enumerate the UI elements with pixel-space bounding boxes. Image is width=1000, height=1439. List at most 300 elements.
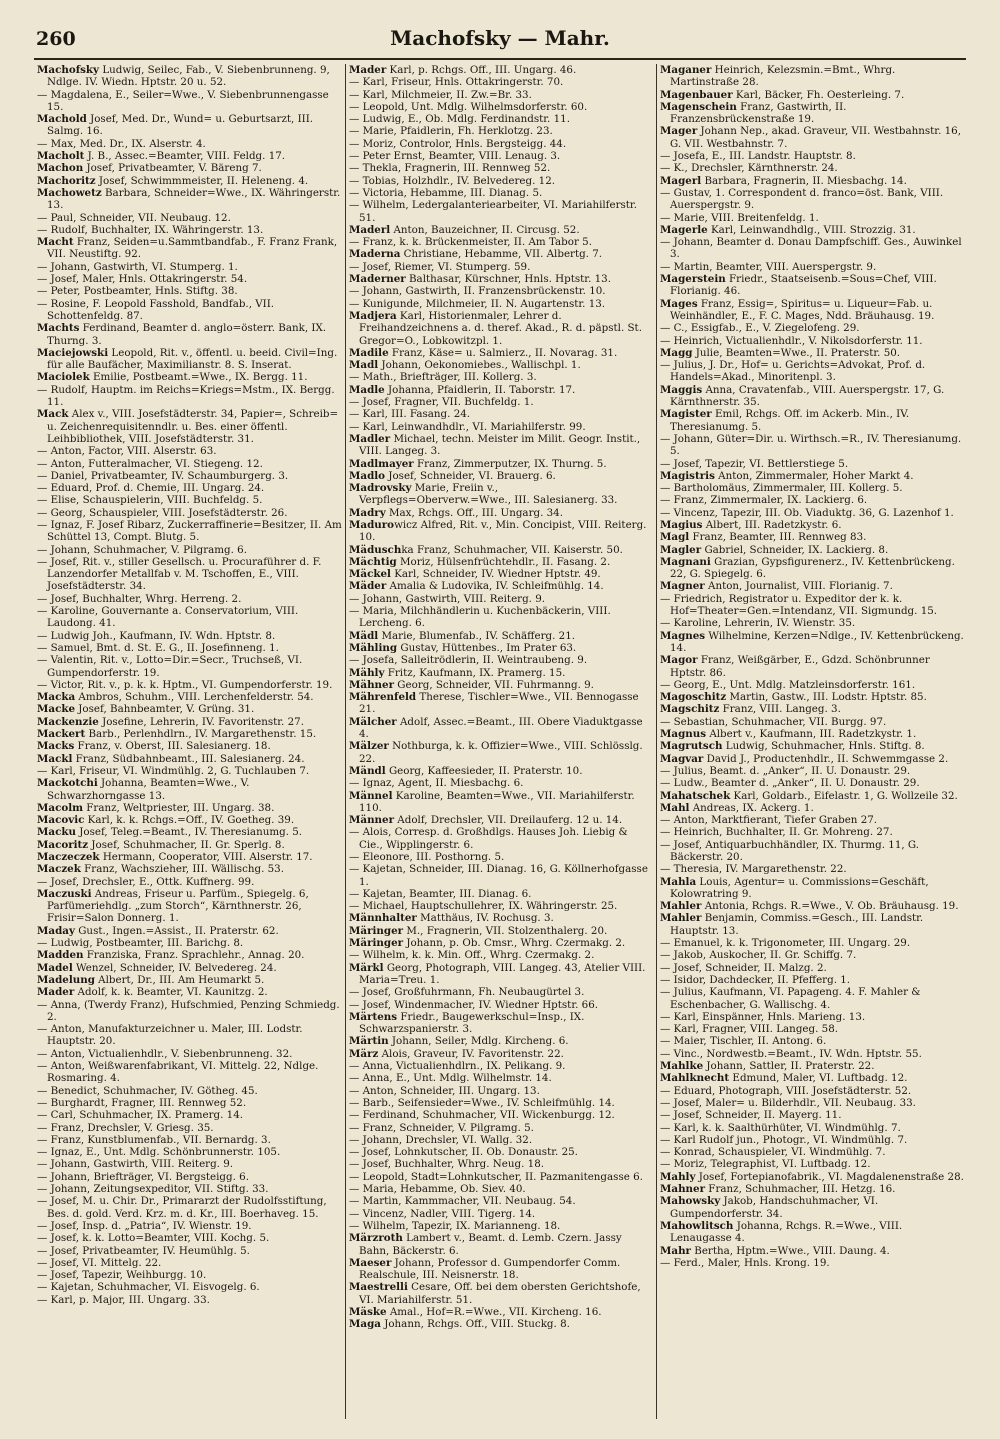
directory-entry	[660, 470, 964, 482]
entry-surname: Mäckel	[349, 568, 391, 581]
entry-details: — Martin, Kammmacher, VII. Neubaug. 54.	[349, 1195, 576, 1208]
entry-details: — Anton, Manufakturzeichner u. Maler, III. Lodstr. Hauptstr. 20.	[37, 1023, 303, 1048]
directory-entry	[660, 212, 964, 224]
entry-details: — Anton, Marktfierant, Tiefer Graben 27.	[660, 814, 878, 827]
entry-details: Amalia & Ludovika, IV. Schleifmühlg. 14.	[386, 580, 604, 593]
directory-entry	[660, 458, 964, 470]
directory-entry	[660, 494, 964, 506]
entry-surname: Mälzer	[349, 740, 389, 753]
entry-details: — Eduard, Prof. d. Chemie, III. Ungarg. 24.	[37, 482, 265, 495]
directory-entry	[349, 765, 653, 777]
directory-entry	[349, 1257, 653, 1282]
directory-entry	[349, 544, 653, 556]
entry-surname: Maganer	[660, 64, 712, 76]
entry-surname: Magius	[660, 518, 703, 531]
directory-entry	[349, 937, 653, 949]
entry-details: — Thekla, Fragnerin, III. Rennweg 52.	[349, 162, 551, 175]
directory-entry	[349, 925, 653, 937]
entry-details: — Karl, Friseur, VI. Windmühlg. 2, G. Tuchlauben 7.	[37, 764, 310, 777]
directory-entry	[37, 962, 342, 974]
directory-entry	[660, 322, 964, 334]
directory-entry	[660, 1195, 964, 1220]
entry-details: Jakob, Handschuhmacher, VI. Gumpendorferstr. 34.	[670, 1195, 879, 1220]
entry-details: Franz, Käse= u. Salmierz., II. Novarag. 31.	[388, 346, 618, 359]
directory-entry	[349, 1097, 653, 1109]
entry-surname: Märzroth	[349, 1232, 403, 1245]
entry-details: Max, Rchgs. Off., III. Ungarg. 34.	[385, 506, 564, 519]
directory-entry	[37, 716, 342, 728]
entry-surname: Mahr	[660, 1244, 691, 1257]
directory-entry	[349, 175, 653, 187]
directory-entry	[349, 814, 653, 826]
entry-details: Ferdinand, Beamter d. anglo=österr. Bank, IX. Thurng. 3.	[47, 322, 327, 347]
entry-surname: Magnes	[660, 629, 706, 642]
entry-details: — Karl, Friseur, Hnls. Ottakringerstr. 70.	[349, 76, 564, 89]
entry-surname: Mahatschek	[660, 789, 731, 802]
directory-entry	[37, 445, 342, 457]
directory-entry	[660, 740, 964, 752]
entry-surname: Mackert	[37, 728, 86, 741]
entry-surname: Maeser	[349, 1256, 392, 1269]
directory-entry	[349, 433, 653, 458]
entry-details: — Josef, Lohnkutscher, II. Ob. Donaustr. 25.	[349, 1146, 578, 1159]
directory-entry	[660, 703, 964, 715]
entry-surname: Machowetz	[37, 186, 102, 199]
entry-details: Josefine, Lehrerin, IV. Favoritenstr. 27.	[98, 715, 304, 728]
entry-surname: Madel	[37, 961, 73, 974]
directory-entry	[349, 1011, 653, 1036]
entry-surname: Magister	[660, 408, 712, 421]
entry-surname: Mächtig	[349, 555, 397, 568]
directory-entry	[660, 101, 964, 126]
entry-details: Franz, Schuhmacher, III. Hetzg. 16.	[705, 1183, 896, 1196]
entry-details: — Josef, Riemer, VI. Stumperg. 59.	[349, 260, 531, 273]
entry-details: — Anton, Victualienhdlr., V. Siebenbrunneng. 32.	[37, 1047, 293, 1060]
entry-surname: Magnus	[660, 728, 707, 741]
entry-details: — Josef, Insp. d. „Patria“, IV. Wienstr. 19.	[37, 1219, 252, 1232]
entry-details: Edmund, Maler, VI. Luftbadg. 12.	[729, 1072, 908, 1085]
entry-details: Hermann, Cooperator, VIII. Alserstr. 17.	[99, 851, 313, 863]
entry-details: — Georg, Schauspieler, VIII. Josefstädterstr. 26.	[37, 506, 288, 519]
directory-entry	[660, 679, 964, 691]
entry-details: Josef, Schwimmmeister, II. Heleneng. 4.	[95, 174, 309, 187]
entry-details: — Vincenz, Tapezir, III. Ob. Viaduktg. 36, G. Lazenhof 1.	[660, 506, 954, 519]
directory-entry	[37, 888, 342, 925]
entry-details: — Friedrich, Registrator u. Expeditor der k. k. Hof=Theater=Gen.=Intendanz, VII. Sigmundg. 15.	[660, 592, 938, 618]
entry-details: Marie, Blumenfab., IV. Schäfferg. 21.	[378, 629, 576, 642]
entry-surname: Märkl	[349, 961, 384, 974]
entry-details: Johann, p. Ob. Cmsr., Whrg. Czermakg. 2.	[403, 937, 626, 950]
entry-details: — Max, Med. Dr., IX. Alserstr. 4.	[37, 137, 206, 150]
entry-details: — Ludwig, Postbeamter, III. Barichg. 8.	[37, 937, 244, 950]
directory-entry	[349, 162, 653, 174]
directory-entry	[37, 826, 342, 838]
entry-surname: Macoritz	[37, 838, 89, 851]
directory-entry	[660, 765, 964, 777]
entry-surname: Maga	[349, 1318, 381, 1331]
directory-entry	[37, 654, 342, 679]
directory-entry	[660, 1134, 964, 1146]
directory-entry	[660, 1146, 964, 1158]
entry-details: — Elise, Schauspielerin, VIII. Buchfeldg. 5.	[37, 494, 263, 507]
directory-entry	[37, 89, 342, 114]
directory-entry	[37, 298, 342, 323]
directory-entry	[660, 986, 964, 1011]
entry-surname: Märinger	[349, 924, 404, 937]
entry-details: — Valentin, Rit. v., Lotto=Dir.=Secr., Truchseß, VI. Gumpendorferstr. 19.	[37, 654, 303, 679]
directory-entry	[349, 986, 653, 998]
entry-details: Barbara, Schneider=Wwe., IX. Währingerstr. 13.	[47, 186, 341, 212]
directory-entry	[37, 347, 342, 372]
directory-entry	[349, 900, 653, 912]
directory-entry	[37, 150, 342, 162]
entry-surname: Maczuski	[37, 887, 92, 900]
entry-surname: Mähner	[349, 678, 395, 691]
directory-entry	[660, 1158, 964, 1170]
entry-details: Fritz, Kaufmann, IX. Pramerg. 15.	[384, 666, 566, 679]
directory-entry	[37, 1097, 342, 1109]
entry-surname: Märtens	[349, 1010, 398, 1023]
entry-surname: Mahner	[660, 1183, 706, 1196]
entry-details: — Karoline, Gouvernante a. Conservatorium, VIII. Laudong. 41.	[37, 605, 299, 630]
entry-details: — Alois, Corresp. d. Großhdlgs. Hauses Joh. Liebig & Cie., Wipplingerstr. 6.	[349, 826, 628, 851]
entry-surname: Mahowlitsch	[660, 1219, 734, 1232]
entry-surname: Mädusch	[349, 543, 402, 556]
entry-surname: Madlmayer	[349, 457, 414, 470]
directory-entry	[660, 826, 964, 838]
entry-details: Adolf, Drechsler, VII. Dreilauferg. 12 u. 14.	[394, 814, 623, 827]
entry-details: — Karl, III. Fasang. 24.	[349, 408, 471, 421]
entry-surname: Magenschein	[660, 100, 737, 113]
entry-details: — Emanuel, k. k. Trigonometer, III. Ungarg. 29.	[660, 937, 911, 950]
entry-details: Anton, Journalist, VIII. Florianig. 7.	[704, 580, 893, 593]
directory-entry	[37, 765, 342, 777]
entry-surname: Madle	[349, 383, 385, 396]
entry-details: — Anton, Factor, VIII. Alserstr. 63.	[37, 445, 217, 458]
directory-entry	[660, 1109, 964, 1121]
entry-details: — Isidor, Dachdecker, II. Pfefferg. 1.	[660, 973, 851, 986]
entry-details: Josef, Fortepianofabrik., VI. Magdalenenstraße 28.	[695, 1170, 964, 1183]
entry-surname: Maderner	[349, 273, 406, 286]
entry-details: Michael, techn. Meister im Milit. Geogr. Instit., VIII. Langeg. 3.	[359, 432, 641, 458]
entry-details: — Wilhelm, k. k. Min. Off., Whrg. Czermakg. 2.	[349, 949, 595, 962]
directory-entry	[37, 236, 342, 261]
entry-details: Gust., Ingen.=Assist., II. Praterstr. 62.	[74, 924, 279, 937]
directory-entry	[660, 261, 964, 273]
entry-details: — Ludwig Joh., Kaufmann, IV. Wdn. Hptstr. 8.	[37, 629, 276, 642]
directory-entry	[349, 421, 653, 433]
directory-entry	[349, 630, 653, 642]
directory-entry	[37, 863, 342, 875]
entry-details: — Wilhelm, Ledergalanteriearbeiter, VI. Mariahilferstr. 51.	[349, 199, 637, 224]
entry-details: Georg, Schneider, VII. Fuhrmanng. 9.	[394, 678, 594, 691]
entry-details: — Peter, Postbeamter, Hnls. Stiftg. 38.	[37, 285, 238, 298]
entry-details: — Karl Rudolf jun., Photogr., VI. Windmühlg. 7.	[660, 1133, 908, 1146]
directory-entry	[349, 273, 653, 285]
entry-details: — Josef, Maler, Hnls. Ottakringerstr. 54.	[37, 273, 248, 286]
entry-details: Heinrich, Kelezsmin.=Bmt., Whrg. Martinstraße 28.	[670, 64, 896, 89]
directory-entry	[37, 212, 342, 224]
directory-entry	[37, 1281, 342, 1293]
directory-entry	[349, 826, 653, 851]
entry-surname: Mackl	[37, 752, 73, 765]
entry-details: Friedr., Staatseisenb.=Sous=Chef, VIII. Florianig. 46.	[670, 273, 937, 298]
directory-entry	[349, 716, 653, 741]
directory-entry	[660, 187, 964, 212]
entry-details: — Ludwig, E., Ob. Mdlg. Ferdinandstr. 11.	[349, 113, 570, 126]
directory-entry	[349, 1171, 653, 1183]
entry-details: — Franz, Kunstblumenfab., VII. Bernardg. 3.	[37, 1133, 271, 1146]
directory-entry	[37, 1146, 342, 1158]
entry-details: — Karl, Einspänner, Hnls. Marieng. 13.	[660, 1010, 866, 1023]
entry-details: — Julius, Kaufmann, VI. Papageng. 4. F. Mahler & Eschenbacher, G. Wallischg. 4.	[660, 986, 921, 1011]
entry-surname: Macolm	[37, 801, 84, 814]
entry-details: M., Fragnerin, VII. Stolzenthalerg. 20.	[403, 924, 608, 937]
entry-details: Antonia, Rchgs. R.=Wwe., V. Ob. Bräuhausg. 19.	[701, 900, 959, 913]
entry-details: — Leopold, Unt. Mdlg. Wilhelmsdorferstr. 60.	[349, 100, 588, 113]
entry-details: Anna, Cravatenfab., VIII. Auerspergstr. 17, G. Kärnthnerstr. 35.	[670, 383, 945, 409]
entry-details: Amal., Hof=R.=Wwe., VII. Kircheng. 16.	[386, 1305, 602, 1318]
directory-entry	[660, 162, 964, 174]
entry-details: Franz, Seiden=u.Sammtbandfab., F. Franz Frank, VII. Neustiftg. 92.	[47, 236, 338, 261]
directory-entry	[660, 150, 964, 162]
entry-details: — Anton, Weißwarenfabrikant, VI. Mittelg. 22, Ndlge. Rosmaring. 4.	[37, 1060, 319, 1085]
directory-entry	[349, 556, 653, 568]
directory-entry	[349, 1122, 653, 1134]
directory-entry	[37, 1269, 342, 1281]
entry-details: Johann Nep., akad. Graveur, VII. Westbahnstr. 16, G. VII. Westbahnstr. 7.	[670, 125, 961, 150]
entry-details: — Anna, E., Unt. Mdlg. Wilhelmstr. 14.	[349, 1072, 552, 1085]
directory-entry	[349, 248, 653, 260]
directory-entry	[37, 1023, 342, 1048]
directory-entry	[660, 617, 964, 629]
directory-entry	[349, 642, 653, 654]
entry-surname: Madlo	[349, 469, 386, 482]
entry-details: Johanna, Beamten=Wwe., V. Schwarzhorngasse 13.	[47, 777, 250, 802]
directory-entry	[660, 876, 964, 901]
directory-entry	[660, 1257, 964, 1269]
directory-entry	[660, 753, 964, 765]
entry-surname: Magrutsch	[660, 740, 723, 753]
directory-entry	[660, 408, 964, 433]
entry-details: Karl, Leinwandhdlg., VIII. Strozzig. 31.	[707, 223, 916, 236]
entry-surname: Madler	[349, 432, 391, 445]
directory-entry	[37, 593, 342, 605]
entry-surname: Magl	[660, 531, 690, 544]
entry-details: — Maier, Tischler, II. Antong. 6.	[660, 1035, 827, 1048]
entry-surname: Magler	[660, 543, 702, 556]
directory-entry	[660, 654, 964, 679]
entry-details: — Samuel, Bmt. d. St. E. G., II. Josefinneng. 1.	[37, 641, 279, 654]
entry-surname: Mager	[660, 125, 698, 138]
entry-surname: Magner	[660, 580, 705, 593]
directory-entry	[349, 76, 653, 88]
directory-entry	[660, 1072, 964, 1084]
directory-entry	[37, 175, 342, 187]
directory-entry	[660, 298, 964, 323]
directory-entry	[349, 740, 653, 765]
directory-entry	[349, 593, 653, 605]
entry-surname: Mahlke	[660, 1060, 704, 1073]
directory-entry	[37, 642, 342, 654]
entry-surname: Madile	[349, 346, 389, 359]
entry-details: — Karl, k. k. Saalthürhüter, VI. Windmühlg. 7.	[660, 1121, 901, 1134]
directory-entry	[349, 999, 653, 1011]
directory-entry	[37, 949, 342, 961]
entry-details: — Gustav, 1. Correspondent d. franco=öst. Bank, VIII. Auerspergstr. 9.	[660, 186, 944, 212]
entry-details: — Konrad, Schauspieler, VI. Windmühlg. 7.	[660, 1146, 886, 1159]
entry-details: Matthäus, IV. Rochusg. 3.	[416, 912, 554, 925]
entry-details: — Burghardt, Fragner, III. Rennweg 52.	[37, 1096, 247, 1109]
entry-details: Johann, Seiler, Mdlg. Kircheng. 6.	[388, 1035, 569, 1048]
entry-details: Alex v., VIII. Josefstädterstr. 34, Papier=, Schreib= u. Zeichenrequisitenndlr. u. Bes. einer öffentl. Leihbibliothek, VIII. Josefstädterstr. 31.	[47, 408, 339, 445]
directory-entry	[37, 162, 342, 174]
entry-details: — Peter Ernst, Beamter, VIII. Lenaug. 3.	[349, 150, 561, 163]
directory-entry	[660, 962, 964, 974]
entry-surname: Männer	[349, 814, 395, 827]
entry-details: — Josef, Buchhalter, Whrg. Neug. 18.	[349, 1158, 545, 1171]
entry-surname: Magerl	[660, 174, 702, 187]
entry-details: — Karoline, Lehrerin, IV. Wienstr. 35.	[660, 617, 856, 630]
entry-surname: Magoschitz	[660, 691, 727, 704]
directory-entry	[349, 1195, 653, 1207]
directory-entry	[37, 138, 342, 150]
directory-entry	[660, 507, 964, 519]
directory-entry	[349, 396, 653, 408]
entry-details: — Kajetan, Schneider, III. Dianag. 16, G. Köllnerhofgasse 1.	[349, 863, 648, 888]
entry-surname: Männel	[349, 789, 393, 802]
entry-details: Wilhelmine, Kerzen=Ndlge., IV. Kettenbrückeng. 14.	[670, 629, 964, 654]
entry-details: — Moriz, Telegraphist, VI. Luftbadg. 12.	[660, 1158, 871, 1171]
entry-surname: Maciejowski	[37, 346, 109, 359]
entry-surname: Mälcher	[349, 715, 397, 728]
entry-details: Barb., Perlenhdlrn., IV. Margarethenstr. 15.	[85, 728, 317, 741]
entry-details: — Josef, Buchhalter, Whrg. Herreng. 2.	[37, 592, 242, 605]
entry-details: — Vincenz, Nadler, VIII. Tigerg. 14.	[349, 1207, 536, 1220]
entry-details: — Barb., Seifensieder=Wwe., IV. Schleifmühlg. 14.	[349, 1096, 615, 1109]
directory-entry	[37, 494, 342, 506]
directory-entry	[37, 1195, 342, 1220]
entry-details: Balthasar, Kürschner, Hnls. Hptstr. 13.	[405, 273, 612, 286]
directory-entry	[660, 630, 964, 655]
entry-surname: Märinger	[349, 937, 404, 950]
entry-surname: März	[349, 1047, 379, 1060]
entry-details: Josef, Bahnbeamter, V. Grüng. 31.	[75, 703, 255, 716]
entry-details: — Karl, Leinwandhdlr., VI. Mariahilferstr. 99.	[349, 420, 586, 433]
directory-entry	[37, 556, 342, 593]
directory-entry	[660, 691, 964, 703]
entry-details: — Georg, E., Unt. Mdlg. Matzleinsdorferstr. 161.	[660, 678, 916, 691]
directory-entry	[37, 1232, 342, 1244]
directory-entry	[660, 64, 964, 89]
entry-surname: Madden	[37, 949, 84, 962]
directory-entry	[349, 408, 653, 420]
directory-entry	[37, 925, 342, 937]
entry-surname: Magnani	[660, 555, 711, 568]
directory-entry	[37, 777, 342, 802]
directory-entry	[660, 802, 964, 814]
directory-entry	[660, 728, 964, 740]
entry-surname: Mäder	[349, 580, 387, 593]
entry-details: — Ferd., Maler, Hnls. Krong. 19.	[660, 1256, 830, 1269]
directory-entry	[660, 777, 964, 789]
entry-details: — Moriz, Controlor, Hnls. Bergsteigg. 44.	[349, 137, 567, 150]
entry-details: — Magdalena, E., Seiler=Wwe., V. Siebenbrunnengasse 15.	[37, 88, 329, 113]
entry-surname: Maday	[37, 924, 75, 937]
entry-details: Ambros, Schuhm., VIII. Lerchenfelderstr. 54.	[75, 691, 314, 704]
entry-details: Josef, Teleg.=Beamt., IV. Theresianumg. 5.	[75, 826, 303, 839]
entry-details: — Ignaz, Agent, II. Miesbachg. 6.	[349, 777, 524, 790]
entry-details: Albert, III. Radetzkystr. 6.	[702, 518, 842, 531]
directory-entry	[37, 384, 342, 409]
entry-details: Albert v., Kaufmann, III. Radetzkystr. 1.	[706, 728, 917, 741]
directory-entry	[349, 912, 653, 924]
directory-entry	[660, 937, 964, 949]
entry-details: Martin, Gastw., III. Lodstr. Hptstr. 85.	[726, 691, 927, 704]
entry-details: — Wilhelm, Tapezir, IX. Marianneng. 18.	[349, 1219, 561, 1232]
directory-entry	[37, 113, 342, 138]
entry-details: Franz, Gastwirth, II. Franzensbrückenstraße 19.	[670, 100, 847, 126]
directory-entry	[660, 839, 964, 864]
entry-surname: Mages	[660, 297, 698, 310]
directory-entry	[37, 679, 342, 691]
entry-surname: Mahlknecht	[660, 1072, 730, 1085]
entry-details: Franz, Zimmerputzer, IX. Thurng. 5.	[413, 457, 607, 470]
entry-details: — Josef, Rit. v., stiller Gesellsch. u. Procuraführer d. F. Lanzendorfer Metallfab v. M. Tschoffen, E., VIII. Josefstädterstr. 34.	[37, 555, 322, 593]
directory-entry	[37, 408, 342, 445]
entry-details: — Johann, Gastwirth, VIII. Reiterg. 9.	[37, 1158, 234, 1171]
entry-details: — Rudolf, Hauptm. im Reichs=Kriegs=Mstm., IX. Bergg. 11.	[37, 383, 335, 409]
directory-entry	[349, 384, 653, 396]
entry-details: — Victoria, Hebamme, III. Dianag. 5.	[349, 186, 543, 199]
entry-details: Franz, Südbahnbeamt., III. Salesianerg. 24.	[72, 752, 305, 765]
directory-entry	[349, 199, 653, 224]
entry-details: — Kajetan, Schuhmacher, VI. Eisvogelg. 6.	[37, 1281, 260, 1294]
entry-details: Ludwig, Schuhmacher, Hnls. Stiftg. 8.	[722, 740, 925, 753]
directory-entry	[37, 703, 342, 715]
entry-details: — Martin, Beamter, VIII. Auerspergstr. 9.	[660, 260, 877, 273]
entry-details: — C., Essigfab., E., V. Ziegelofeng. 29.	[660, 322, 860, 335]
directory-entry	[349, 1109, 653, 1121]
directory-entry	[349, 691, 653, 716]
column-2	[345, 64, 656, 1419]
directory-entry	[349, 89, 653, 101]
directory-entry	[660, 1220, 964, 1245]
directory-entry	[349, 863, 653, 888]
entry-surname: Mährenfeld	[349, 691, 417, 704]
entry-details: Emil, Rchgs. Off. im Ackerb. Min., IV. Theresianumg. 5.	[670, 408, 910, 433]
entry-details: Georg, Kaffeesieder, II. Praterstr. 10.	[385, 764, 583, 777]
entry-surname: Magenbauer	[660, 88, 733, 101]
entry-details: — Theresia, IV. Margarethenstr. 22.	[660, 863, 847, 876]
entry-surname: Maciolek	[37, 371, 90, 384]
entry-details: — Josef, Großfuhrmann, Fh. Neubaugürtel 3.	[349, 986, 585, 999]
entry-surname: Machon	[37, 162, 84, 175]
entry-surname: Machts	[37, 322, 80, 335]
directory-entry	[37, 1048, 342, 1060]
directory-entry	[37, 273, 342, 285]
entry-details: Friedr., Baugewerkschul=Insp., IX. Schwarzspanierstr. 3.	[359, 1010, 585, 1036]
directory-entry	[349, 667, 653, 679]
entry-surname: Magschitz	[660, 703, 720, 716]
directory-entry	[349, 64, 653, 76]
entry-surname: Madelung	[37, 973, 95, 986]
directory-entry	[660, 125, 964, 150]
directory-entry	[37, 1109, 342, 1121]
entry-details: Franz, Weltpriester, III. Ungarg. 38.	[83, 801, 275, 814]
entry-details: Josef, Schneider, VI. Brauerg. 6.	[385, 469, 556, 482]
directory-entry	[660, 482, 964, 494]
